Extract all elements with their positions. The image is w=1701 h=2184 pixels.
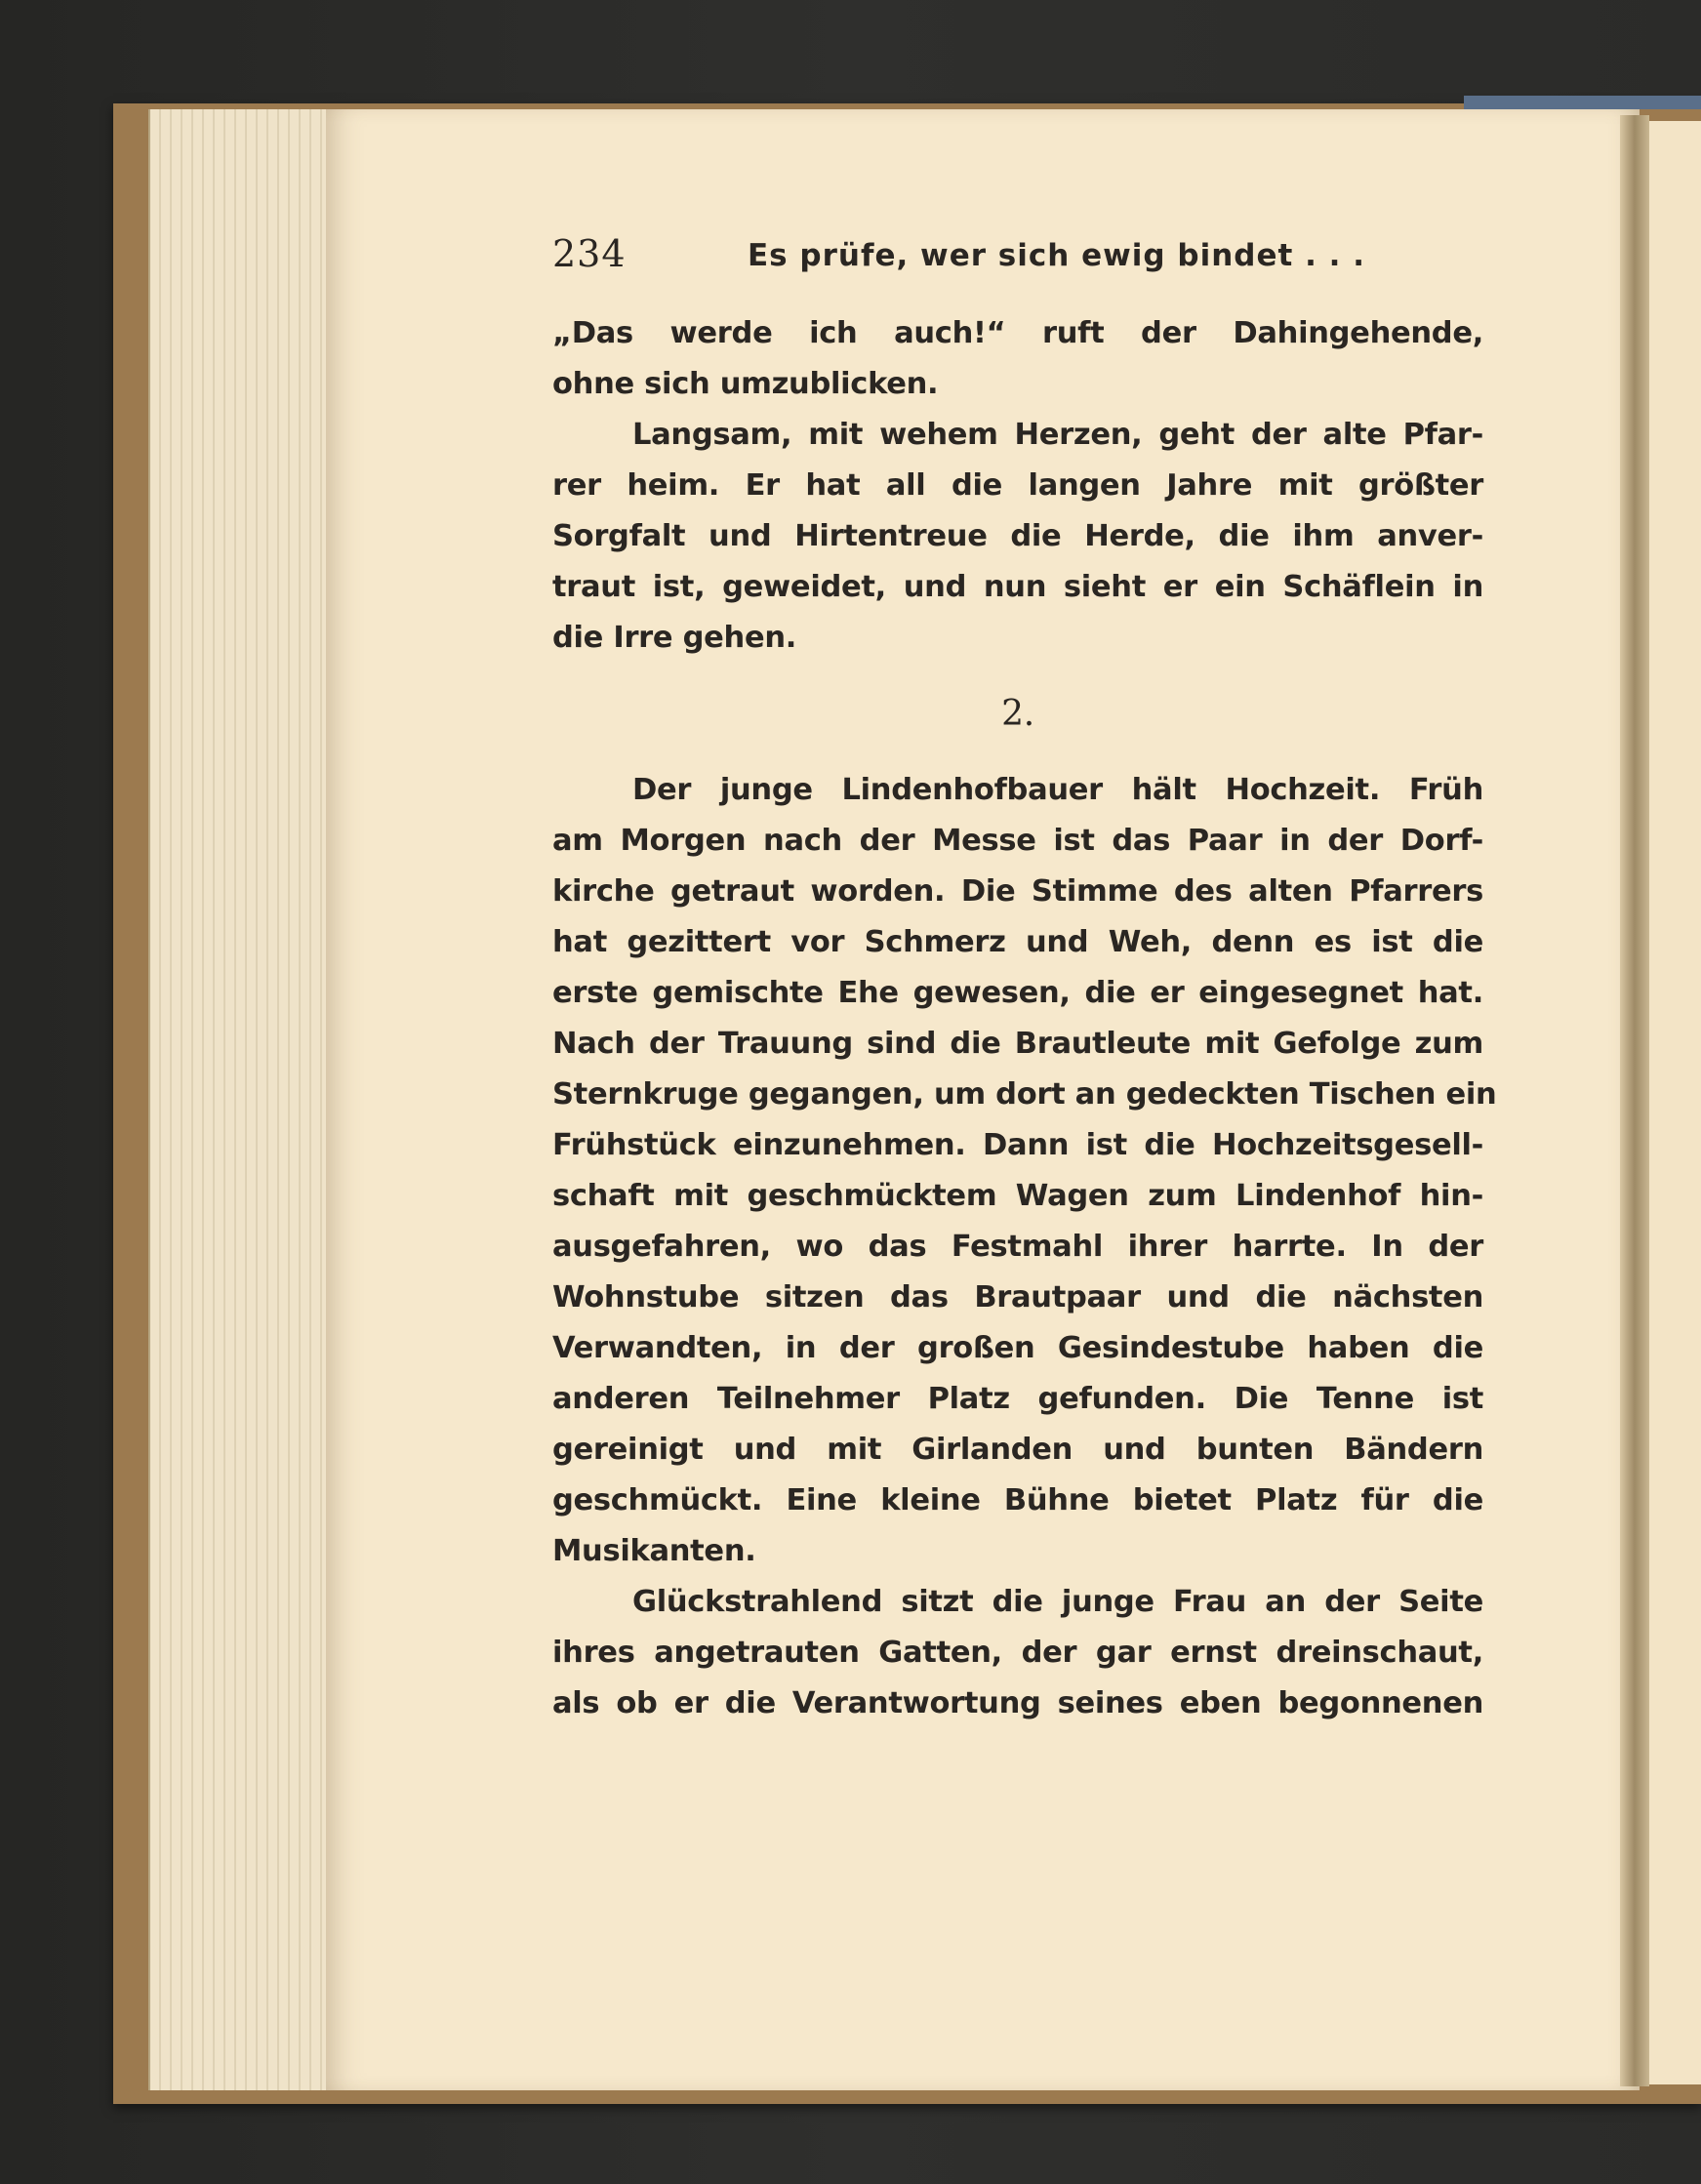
text-line: hat gezittert vor Schmerz und Weh, denn es ist die — [552, 925, 1483, 959]
text-line: Der junge Lindenhofbauer hält Hochzeit. Früh — [632, 773, 1483, 807]
body-text — [552, 308, 1497, 1729]
text-line: Sorgfalt und Hirtentreue die Herde, die ihm anver- — [552, 519, 1483, 553]
text-line: Wohnstube sitzen das Brautpaar und die nächsten — [552, 1280, 1483, 1314]
page-number: 234 — [552, 232, 627, 275]
text-line: die Irre gehen. — [552, 621, 797, 655]
text-line: traut ist, geweidet, und nun sieht er ein Schäflein in — [552, 570, 1483, 604]
text-line: Frühstück einzunehmen. Dann ist die Hochzeitsgesell- — [552, 1128, 1483, 1162]
text-line: erste gemischte Ehe gewesen, die er eingesegnet hat. — [552, 976, 1483, 1010]
text-line: Verwandten, in der großen Gesindestube haben die — [552, 1331, 1483, 1365]
section-number: 2. — [1001, 694, 1034, 734]
text-line: anderen Teilnehmer Platz gefunden. Die Tenne ist — [552, 1382, 1483, 1416]
book-gutter — [1620, 115, 1649, 2086]
text-line: geschmückt. Eine kleine Bühne bietet Platz für die — [552, 1483, 1483, 1517]
text-line: Langsam, mit wehem Herzen, geht der alte Pfar- — [632, 418, 1483, 452]
paragraph — [552, 410, 1483, 664]
book-cover-top-edge — [1464, 96, 1701, 109]
running-head-title: Es prüfe, wer sich ewig bindet . . . — [748, 238, 1366, 273]
text-line: Sternkruge gegangen, um dort an gedeckten Tischen ein — [552, 1077, 1497, 1112]
text-line: als ob er die Verantwortung seines eben begonnenen — [552, 1686, 1483, 1720]
facing-page-edge — [1649, 121, 1701, 2084]
text-line: ihres angetrauten Gatten, der gar ernst dreinschaut, — [552, 1636, 1483, 1670]
text-line: ausgefahren, wo das Festmahl ihrer harrte. In der — [552, 1230, 1483, 1264]
text-line: ohne sich umzublicken. — [552, 367, 939, 401]
text-line: schaft mit geschmücktem Wagen zum Lindenhof hin- — [552, 1179, 1483, 1213]
running-head — [552, 232, 1489, 287]
text-line: Musikanten. — [552, 1534, 756, 1568]
text-line: kirche getraut worden. Die Stimme des alten Pfarrers — [552, 874, 1483, 909]
text-line: Nach der Trauung sind die Brautleute mit Gefolge zum — [552, 1027, 1483, 1061]
paragraph — [552, 308, 1483, 410]
paragraph — [552, 765, 1497, 1577]
text-line: „Das werde ich auch!“ ruft der Dahingehende, — [552, 316, 1483, 350]
text-line: rer heim. Er hat all die langen Jahre mit größter — [552, 468, 1483, 503]
paragraph — [552, 1577, 1483, 1729]
text-line: am Morgen nach der Messe ist das Paar in der Dorf- — [552, 824, 1483, 858]
text-line: Glückstrahlend sitzt die junge Frau an der Seite — [632, 1585, 1483, 1619]
page-stack-edges — [148, 109, 336, 2090]
text-line: gereinigt und mit Girlanden und bunten Bändern — [552, 1433, 1483, 1467]
